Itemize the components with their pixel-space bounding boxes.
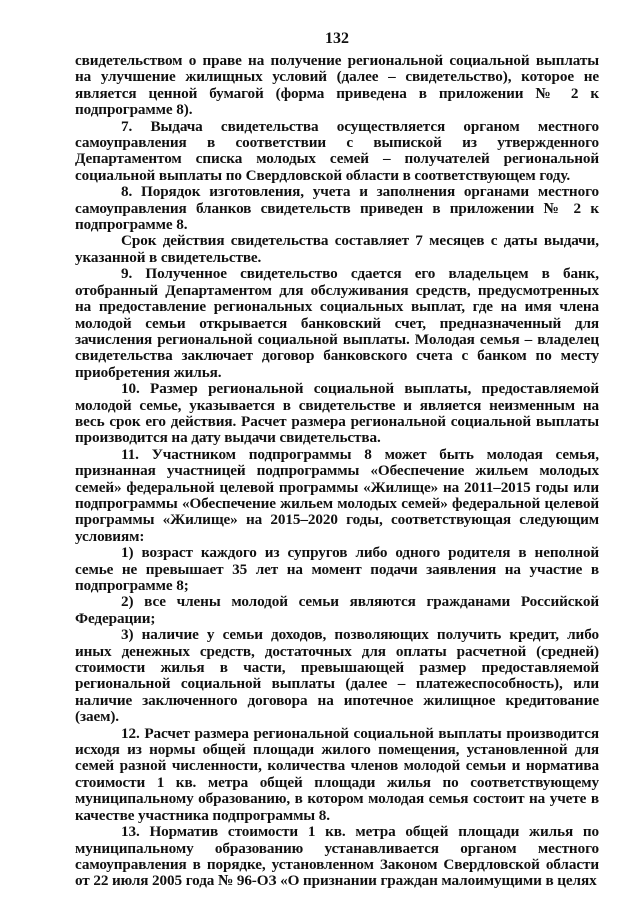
document-body (75, 53, 599, 890)
paragraph: 9. Полученное свидетельство сдается его владельцем в банк, отобранный Департаментом для обслуживания средств, предусмотренных на предоставление региональных социальных выплат, где на имя члена молодой семьи открывается банковский счет, предназначенный для зачисления региональной социальной выплаты. Молодая семья – владелец свидетельства заключает договор банковского счета с банком по месту приобретения жилья. (75, 265, 599, 381)
paragraph: Срок действия свидетельства составляет 7 месяцев с даты выдачи, указанной в свидетельстве. (75, 232, 599, 266)
paragraph: 7. Выдача свидетельства осуществляется органом местного самоуправления в соответствии с выпиской из утвержденного Департаментом списка молодых семей – получателей региональной социальной выплаты по Свердловской области в соответствующем году. (75, 117, 599, 184)
paragraph: 1) возраст каждого из супругов либо одного родителя в неполной семье не превышает 35 лет на момент подачи заявления на участие в подпрограмме 8; (75, 544, 599, 594)
paragraph: 12. Расчет размера региональной социальной выплаты производится исходя из нормы общей площади жилого помещения, установленной для семей разной численности, количества членов молодой семьи и норматива стоимости 1 кв. метра общей площади жилья по соответствующему муниципальному образованию, в котором молодая семья состоит на учете в качестве участника подпрограммы 8. (75, 724, 599, 824)
paragraph: 8. Порядок изготовления, учета и заполнения органами местного самоуправления бланков свидетельств приведен в приложении № 2 к подпрограмме 8. (75, 183, 599, 234)
page-number: 132 (325, 30, 349, 47)
paragraph: 3) наличие у семьи доходов, позволяющих получить кредит, либо иных денежных средств, достаточных для оплаты расчетной (средней) стоимости жилья в части, превышающей размер предоставляемой региональной социальной выплаты (далее – платежеспособность), или наличие заключенного договора на ипотечное жилищное кредитование (заем). (75, 626, 599, 726)
paragraph: 2) все члены молодой семьи являются гражданами Российской Федерации; (75, 593, 599, 627)
paragraph: 13. Норматив стоимости 1 кв. метра общей площади жилья по муниципальному образованию устанавливается органом местного самоуправления в порядке, установленном Законом Свердловской области от 22 июля 2005 года № 96-ОЗ «О признании граждан малоимущими в целях (75, 823, 599, 890)
paragraph: 11. Участником подпрограммы 8 может быть молодая семья, признанная участницей подпрограммы «Обеспечение жильем молодых семей» федеральной целевой программы «Жилище» на 2011–2015 годы или подпрограммы «Обеспечение жильем молодых семей» федеральной целевой программы «Жилище» на 2015–2020 годы, соответствующая следующим условиям: (75, 445, 599, 545)
paragraph: 10. Размер региональной социальной выплаты, предоставляемой молодой семье, указывается в свидетельстве и является неизменным на весь срок его действия. Расчет размера региональной социальной выплаты производится на дату выдачи свидетельства. (75, 380, 599, 447)
paragraph: свидетельством о праве на получение региональной социальной выплаты на улучшение жилищных условий (далее – свидетельство), которое не является ценной бумагой (форма приведена в приложении № 2 к подпрограмме 8). (75, 52, 599, 119)
